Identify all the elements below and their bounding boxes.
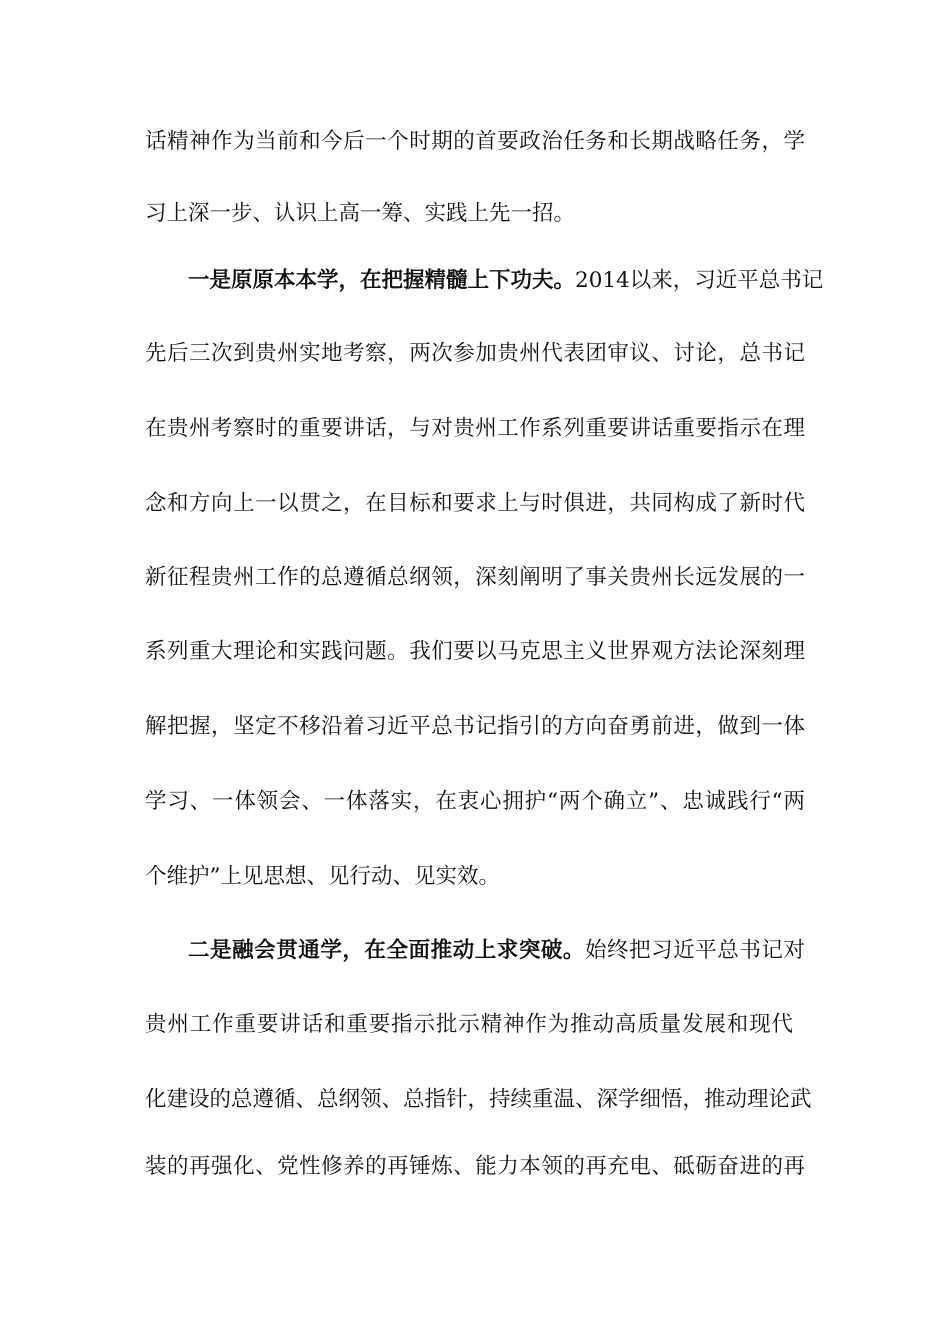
text-line: 念和方向上一以贯之，在目标和要求上与时俱进，共同构成了新时代 [145,491,805,516]
text-line: 话精神作为当前和今后一个时期的首要政治任务和长期战略任务，学 [145,129,805,154]
paragraph-2-text: 始终把习近平总书记对 [584,938,805,963]
text-line: 新征程贵州工作的总遵循总纲领，深刻阐明了事关贵州长远发展的一 [145,565,805,590]
text-line: 个维护”上见思想、见行动、见实效。 [145,864,500,889]
text-line: 在贵州考察时的重要讲话，与对贵州工作系列重要讲话重要指示在理 [145,416,805,441]
paragraph-2-first-line [188,936,805,966]
text-line: 装的再强化、党性修养的再锤炼、能力本领的再充电、砥砺奋进的再 [145,1154,805,1179]
text-line: 系列重大理论和实践问题。我们要以马克思主义世界观方法论深刻理 [145,639,805,664]
paragraph-1-text: 2014以来，习近平总书记 [575,268,824,293]
text-line: 贵州工作重要讲话和重要指示批示精神作为推动高质量发展和现代 [145,1012,793,1037]
paragraph-1-first-line [188,266,824,296]
paragraph-1-heading: 一是原原本本学，在把握精髓上下功夫。 [188,268,576,293]
text-line: 解把握，坚定不移沿着习近平总书记指引的方向奋勇前进，做到一体 [145,714,805,739]
text-line: 学习、一体领会、一体落实，在衷心拥护“两个确立”、忠诚践行“两 [145,789,805,814]
text-line: 习上深一步、认识上高一筹、实践上先一招。 [145,201,576,226]
paragraph-2-heading: 二是融会贯通学，在全面推动上求突破。 [188,938,585,963]
text-line: 先后三次到贵州实地考察，两次参加贵州代表团审议、讨论，总书记 [145,341,805,366]
text-line: 化建设的总遵循、总纲领、总指针，持续重温、深学细悟，推动理论武 [145,1087,812,1112]
